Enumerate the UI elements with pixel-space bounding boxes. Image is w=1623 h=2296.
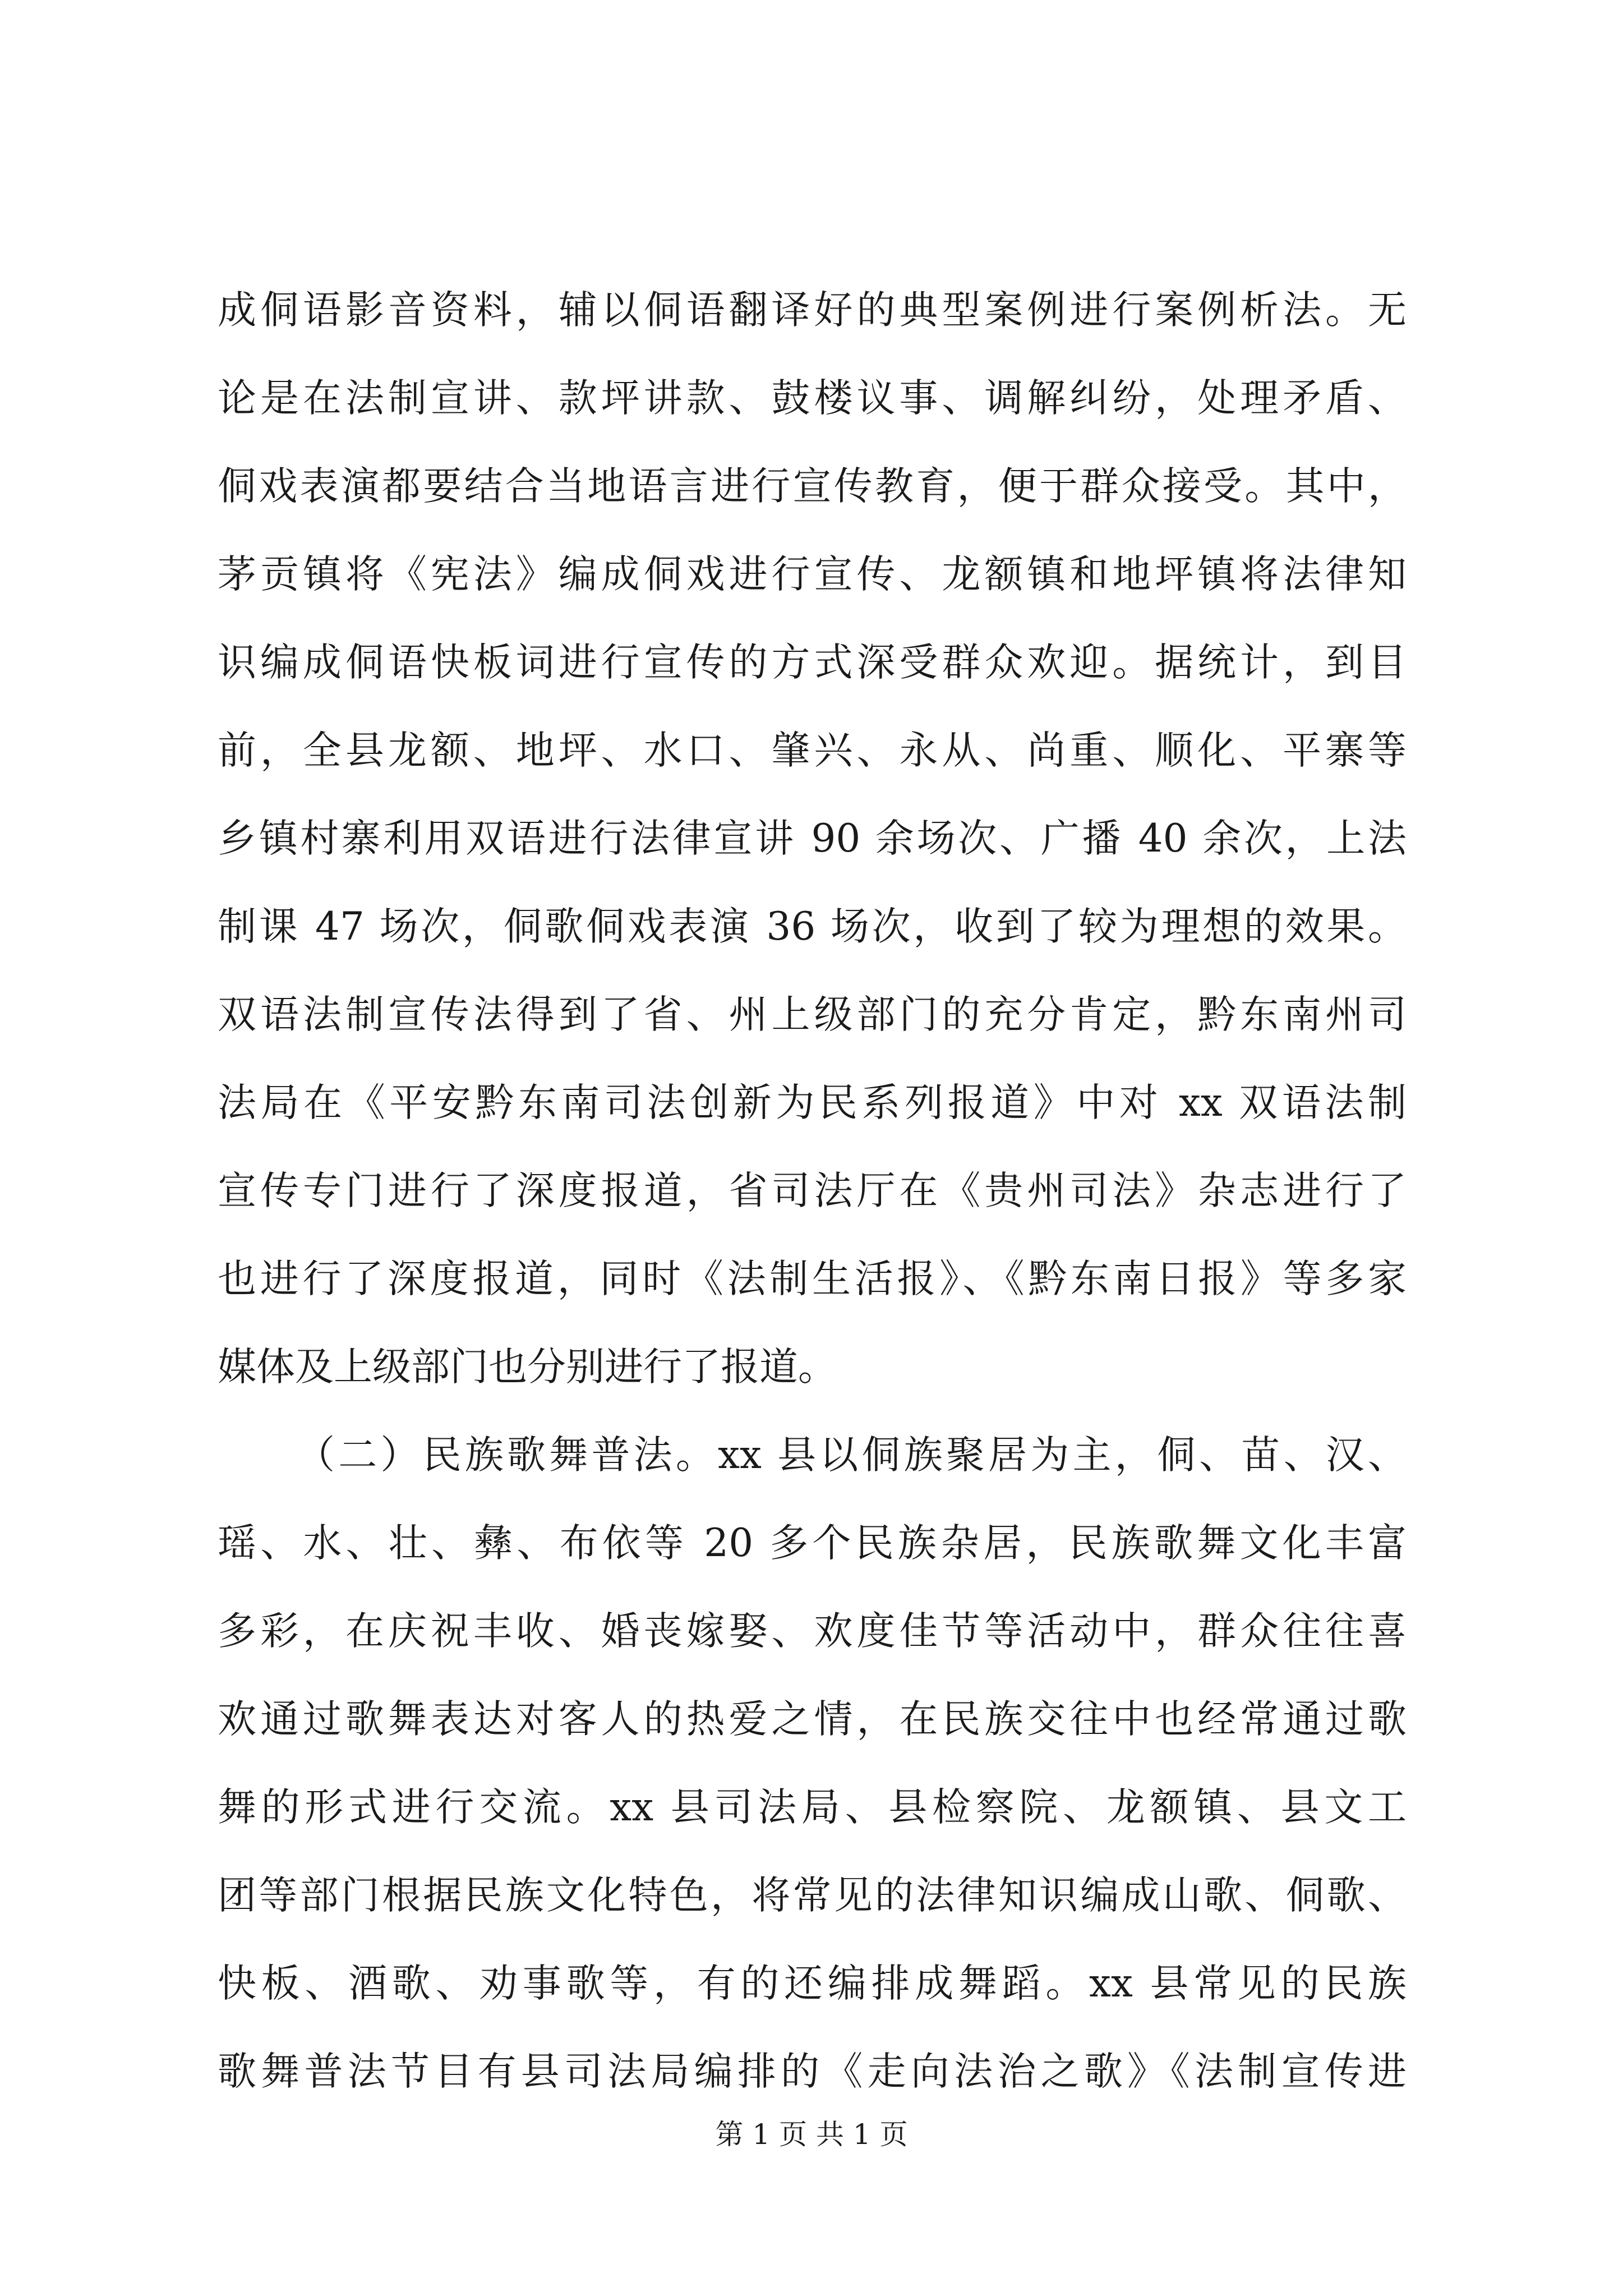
body-text bbox=[218, 266, 1407, 2116]
text-line: 侗戏表演都要结合当地语言进行宣传教育，便于群众接受。其中， bbox=[218, 464, 1407, 509]
text-line: 快板、酒歌、劝事歌等，有的还编排成舞蹈。xx 县常见的民族 bbox=[218, 1961, 1407, 2006]
text-line: 瑶、水、壮、彝、布依等 20 多个民族杂居，民族歌舞文化丰富 bbox=[218, 1521, 1407, 1566]
text-line: 茅贡镇将《宪法》编成侗戏进行宣传、龙额镇和地坪镇将法律知 bbox=[218, 552, 1407, 597]
text-line: 双语法制宣传法得到了省、州上级部门的充分肯定，黔东南州司 bbox=[218, 992, 1407, 1037]
text-line: 制课 47 场次，侗歌侗戏表演 36 场次，收到了较为理想的效果。 bbox=[218, 904, 1407, 949]
text-line: 媒体及上级部门也分别进行了报道。 bbox=[218, 1345, 837, 1389]
text-line: 也进行了深度报道，同时《法制生活报》、《黔东南日报》等多家 bbox=[218, 1257, 1407, 1301]
page-number-label: 第 1 页 共 1 页 bbox=[715, 2118, 908, 2151]
text-line: 团等部门根据民族文化特色，将常见的法律知识编成山歌、侗歌、 bbox=[218, 1873, 1407, 1918]
text-line: 宣传专门进行了深度报道，省司法厅在《贵州司法》杂志进行了 bbox=[218, 1168, 1407, 1213]
text-line: 识编成侗语快板词进行宣传的方式深受群众欢迎。据统计，到目 bbox=[218, 640, 1407, 685]
text-line: 歌舞普法节目有县司法局编排的《走向法治之歌》《法制宣传进 bbox=[218, 2049, 1407, 2094]
text-line: 成侗语影音资料，辅以侗语翻译好的典型案例进行案例析法。无 bbox=[218, 288, 1407, 333]
text-line: 乡镇村寨利用双语进行法律宣讲 90 余场次、广播 40 余次，上法 bbox=[218, 816, 1407, 861]
text-line: 前，全县龙额、地坪、水口、肇兴、永从、尚重、顺化、平寨等 bbox=[218, 728, 1407, 773]
text-line: （二）民族歌舞普法。xx 县以侗族聚居为主，侗、苗、汉、 bbox=[296, 1433, 1407, 1478]
text-line: 欢通过歌舞表达对客人的热爱之情，在民族交往中也经常通过歌 bbox=[218, 1697, 1407, 1742]
text-line: 多彩，在庆祝丰收、婚丧嫁娶、欢度佳节等活动中，群众往往喜 bbox=[218, 1609, 1407, 1654]
text-line: 舞的形式进行交流。xx 县司法局、县检察院、龙额镇、县文工 bbox=[218, 1785, 1407, 1830]
text-line: 论是在法制宣讲、款坪讲款、鼓楼议事、调解纠纷，处理矛盾、 bbox=[218, 376, 1407, 421]
page-footer bbox=[0, 2118, 1623, 2151]
text-line: 法局在《平安黔东南司法创新为民系列报道》中对 xx 双语法制 bbox=[218, 1080, 1407, 1125]
